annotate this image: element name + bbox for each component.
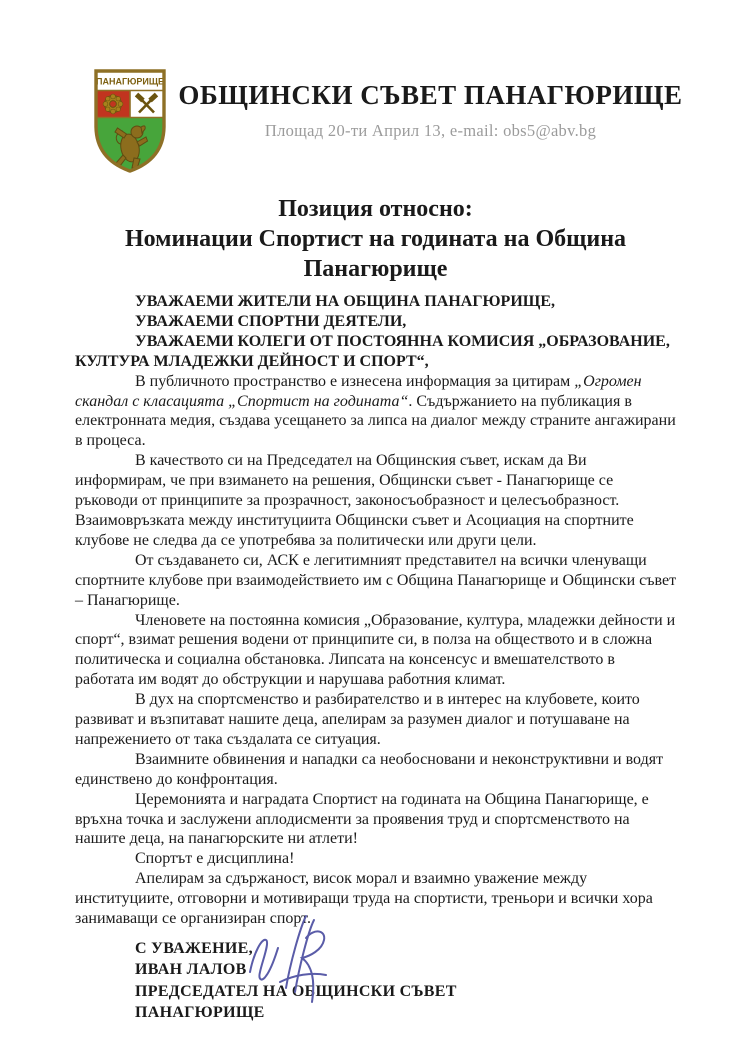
paragraph-text: В качеството си на Председател на Общинския съвет, искам да Ви информирам, че при взимането на решения, Общински съвет - Панагюрище се ръководи от принципите за прозрачност, законосъобразност и целесъобразност. Взаимовръзката между институциита Общински съвет и Асоциация на спортните клубове не следва да се употребява за политически или други цели. — [75, 452, 634, 549]
document-title-line1: Позиция относно: — [278, 196, 473, 222]
paragraph — [75, 451, 678, 551]
signature-line: ПАНАГЮРИЩЕ — [135, 1003, 265, 1021]
paragraph — [75, 690, 678, 750]
paragraph — [75, 372, 678, 452]
salutation-line: УВАЖАЕМИ ЖИТЕЛИ НА ОБЩИНА ПАНАГЮРИЩЕ, — [135, 293, 556, 310]
paragraph-text: Апелирам за сдържаност, висок морал и взаимно уважение между институциите, отговорни и мотивиращи труда на спортисти, треньори и всички хора занимаващи се организиран спорт. — [75, 870, 653, 928]
paragraph-text: От създаването си, АСК е легитимният представител на всички членуващи спортните клубове при взаимодействието им с Община Панагюрище и Общински съвет – Панагюрище. — [75, 551, 677, 609]
gear-icon — [103, 94, 123, 114]
salutation-line: УВАЖАЕМИ КОЛЕГИ ОТ ПОСТОЯННА КОМИСИЯ „ОБРАЗОВАНИЕ, КУЛТУРА МЛАДЕЖКИ ДЕЙНОСТ И СПОРТ“, — [75, 332, 670, 370]
paragraph-text: В дух на спортсменство и разбирателство и в интерес на клубовете, които развиват и възпитават нашите деца, апелирам за разумен диалог и потушаване на напрежението от така създалата се ситуация. — [75, 691, 640, 748]
paragraph — [75, 551, 678, 611]
signature-line: С УВАЖЕНИЕ, — [135, 940, 253, 957]
organization-name: ОБЩИНСКИ СЪВЕТ ПАНАГЮРИЩЕ — [178, 80, 683, 110]
signature-line: ПРЕДСЕДАТЕЛ НА ОБЩИНСКИ СЪВЕТ — [135, 982, 457, 1000]
paragraph-text: Церемонията и наградата Спортист на годината на Община Панагюрище, е връхна точка и заслужени аплодисменти за проявения труд и спортсменството на нашите деца, на панагюрските ни атлети! — [75, 790, 649, 848]
signature-line: ИВАН ЛАЛОВ — [135, 961, 247, 979]
paragraph-text: В публичното пространство е изнесена информация за цитирам — [135, 372, 575, 390]
paragraph — [75, 869, 678, 929]
document-title-line2: Номинации Спортист на годината на Община Панагюрище — [124, 226, 627, 282]
paragraph-text: Членовете на постоянна комисия „Образование, култура, младежки дейности и спорт“, взимат решения водени от принципите си, в полза на обществото и в сложна политическа и социална обстановка. Липсата на консенсус и вмешателството в работата им водят до обструкции и нарушава работния климат. — [75, 611, 676, 689]
quoted-italic-text: „Огромен скандал с класацията „Спортист на годината“ — [75, 372, 642, 410]
address-line: Площад 20-ти Април 13, e-mail: obs5@abv.bg — [264, 121, 597, 140]
letter-body — [75, 292, 678, 929]
paragraph — [75, 611, 678, 691]
salutation-block — [75, 292, 678, 372]
paragraphs-block — [75, 372, 678, 929]
emblem-banner-text: ПАНАГЮРИЩЕ — [96, 76, 164, 87]
paragraph — [75, 849, 678, 869]
handwritten-signature — [238, 906, 356, 1018]
paragraph-text: Взаимните обвинения и нападки са необосновани и неконструктивни и водят единствено до конфронтация. — [75, 750, 664, 788]
paragraph — [75, 790, 678, 850]
coat-of-arms — [92, 67, 168, 175]
paragraph-text: . Съдържанието на публикация в електронната медия, създава усещането за липса на диалог между страните ангажирани в процеса. — [75, 392, 676, 450]
document-title — [75, 194, 676, 284]
paragraph-text: Спортът е дисциплина! — [135, 850, 295, 868]
salutation-line: УВАЖАЕМИ СПОРТНИ ДЕЯТЕЛИ, — [135, 312, 407, 330]
paragraph — [75, 750, 678, 790]
